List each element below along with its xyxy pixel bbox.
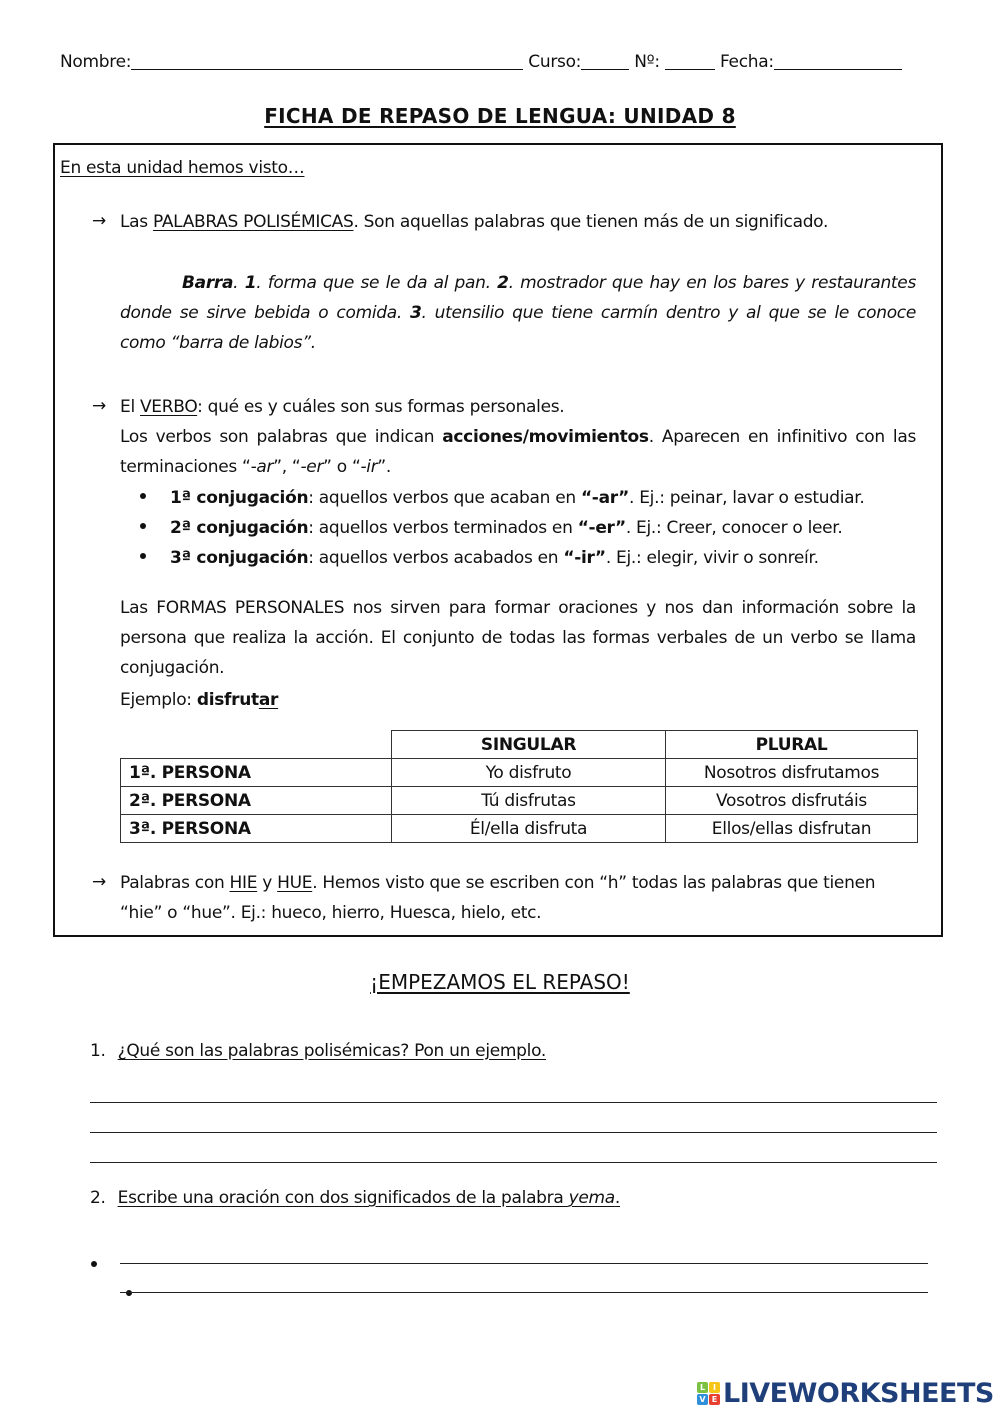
hie-hue-rest: . Hemos visto que se escriben con “h” todas las palabras que tienen “hie” o “hue”. Ej.: hueco, hierro, Huesca, hielo, etc. xyxy=(120,873,876,923)
logo-icon xyxy=(697,1382,720,1405)
conjugation-label: 2ª conjugación xyxy=(170,518,309,538)
table-cell: Él/ella disfruta xyxy=(392,815,666,843)
meaning-text: . utensilio que tiene carmín dentro y al que se le conoce como “barra de labios”. xyxy=(120,303,917,353)
table-cell: 1ª. PERSONA xyxy=(121,759,392,787)
answer-line[interactable] xyxy=(90,1102,937,1103)
verb-heading-rest: : qué es y cuáles son sus formas personales. xyxy=(197,397,565,417)
name-label: Nombre: xyxy=(60,52,132,72)
table-cell: Nosotros disfrutamos xyxy=(666,759,918,787)
conjugation-item xyxy=(140,518,843,538)
table-header-cell: SINGULAR xyxy=(392,731,666,759)
date-label: Fecha: xyxy=(720,52,774,72)
conjugation-table xyxy=(120,730,918,843)
conjugation-label: 1ª conjugación xyxy=(170,488,309,508)
verb-desc-bold: acciones/movimientos xyxy=(442,427,649,447)
answer-line[interactable] xyxy=(90,1132,937,1133)
polysemic-section xyxy=(120,207,916,237)
course-label: Curso: xyxy=(528,52,582,72)
name-field[interactable] xyxy=(131,53,523,70)
answer-line[interactable] xyxy=(120,1263,928,1264)
ending: -er xyxy=(300,457,324,477)
table-cell: 3ª. PERSONA xyxy=(121,815,392,843)
number-field[interactable] xyxy=(665,53,715,70)
conjugation-text: : aquellos verbos terminados en xyxy=(308,518,578,538)
liveworksheets-logo xyxy=(697,1378,994,1408)
conjugation-text: : aquellos verbos acabados en xyxy=(308,548,564,568)
table-cell: 2ª. PERSONA xyxy=(121,787,392,815)
page-title: FICHA DE REPASO DE LENGUA: UNIDAD 8 xyxy=(264,104,736,128)
verb-desc: . Aparecen en infinitivo con las terminaciones “ xyxy=(120,427,916,477)
table-row xyxy=(121,815,918,843)
exercises-title: ¡EMPEZAMOS EL REPASO! xyxy=(370,970,630,994)
hie-term: HIE xyxy=(229,873,258,893)
conjugation-item xyxy=(140,548,819,568)
hie-hue-prefix: Palabras con xyxy=(120,873,230,893)
question-1 xyxy=(90,1041,546,1061)
example-ending: ar xyxy=(258,690,279,710)
verb-term: VERBO xyxy=(139,397,198,417)
bullet-icon xyxy=(140,493,146,499)
logo-square: L xyxy=(697,1382,708,1393)
ending: -ir xyxy=(360,457,378,477)
sep: ”, “ xyxy=(273,457,301,477)
course-field[interactable] xyxy=(581,53,629,70)
conjugation-ending: “-er” xyxy=(577,518,626,538)
question-text: ¿Qué son las palabras polisémicas? Pon un ejemplo. xyxy=(117,1041,546,1061)
logo-text: LIVEWORKSHEETS xyxy=(723,1377,994,1409)
logo-square: E xyxy=(709,1394,720,1405)
logo-square: I xyxy=(709,1382,720,1393)
date-field[interactable] xyxy=(774,53,902,70)
table-row xyxy=(121,759,918,787)
table-header-cell: PLURAL xyxy=(666,731,918,759)
example-line xyxy=(120,690,278,710)
answer-line[interactable] xyxy=(120,1292,928,1293)
polysemic-definition: . Son aquellas palabras que tienen más de un significado. xyxy=(353,212,829,232)
personal-forms-text: Las FORMAS PERSONALES nos sirven para formar oraciones y nos dan información sobre la persona que realiza la acción. El conjunto de todas las formas verbales de un verbo se llama conjugación. xyxy=(120,598,916,678)
question-2 xyxy=(90,1188,620,1208)
ending: -ar xyxy=(250,457,274,477)
meaning-number: 3 xyxy=(410,303,422,323)
table-cell: Yo disfruto xyxy=(392,759,666,787)
sep: ”. xyxy=(377,457,392,477)
table-header-cell xyxy=(121,731,392,759)
arrow-icon: → xyxy=(92,396,107,416)
hie-hue-mid: y xyxy=(257,873,278,893)
conjugation-label: 3ª conjugación xyxy=(170,548,309,568)
conjugation-example: . Ej.: Creer, conocer o leer. xyxy=(625,518,843,538)
question-text: . xyxy=(614,1188,621,1208)
conjugation-example: . Ej.: peinar, lavar o estudiar. xyxy=(629,488,865,508)
bullet-icon xyxy=(140,553,146,559)
verb-heading xyxy=(120,397,564,417)
bullet-icon xyxy=(91,1261,97,1267)
polysemic-prefix: Las xyxy=(120,212,153,232)
arrow-icon: → xyxy=(92,211,107,231)
number-label: Nº: xyxy=(634,52,660,72)
bullet-icon xyxy=(140,523,146,529)
conjugation-item xyxy=(140,488,865,508)
question-word: yema xyxy=(568,1188,615,1208)
polysemic-term: PALABRAS POLISÉMICAS xyxy=(152,212,354,232)
hie-hue-section xyxy=(120,868,916,928)
verb-description xyxy=(120,422,916,482)
question-number: 2. xyxy=(90,1188,106,1208)
meaning-number: 2 xyxy=(497,273,509,293)
meaning-number: 1 xyxy=(244,273,257,293)
conjugation-text: : aquellos verbos que acaban en xyxy=(308,488,581,508)
conjugation-ending: “-ar” xyxy=(580,488,630,508)
answer-line[interactable] xyxy=(90,1162,937,1163)
polysemic-example: Barra. 1. forma que se le da al pan. 2. mostrador que hay en los bares y restaurantes donde se sirve bebida o comida. 3. utensilio que tiene carmín dentro y al que se le conoce como “barra de labios”. xyxy=(120,273,917,353)
meaning-text: . forma que se le da al pan. xyxy=(256,273,498,293)
question-text: Escribe una oración con dos significados de la palabra xyxy=(117,1188,569,1208)
example-word: Barra xyxy=(182,273,234,293)
student-info-row xyxy=(60,52,940,72)
table-header-row xyxy=(121,731,918,759)
table-cell: Ellos/ellas disfrutan xyxy=(666,815,918,843)
conjugation-example: . Ej.: elegir, vivir o sonreír. xyxy=(605,548,819,568)
question-number: 1. xyxy=(90,1041,106,1061)
example-stem: disfrut xyxy=(196,690,259,710)
meaning-text: . mostrador que hay en los bares y restaurantes donde se sirve bebida o comida. xyxy=(120,273,917,323)
sep: ” o “ xyxy=(323,457,361,477)
hue-term: HUE xyxy=(277,873,313,893)
example-label: Ejemplo: xyxy=(120,690,197,710)
arrow-icon: → xyxy=(92,872,107,892)
table-row xyxy=(121,787,918,815)
verb-prefix: El xyxy=(120,397,140,417)
table-cell: Vosotros disfrutáis xyxy=(666,787,918,815)
logo-square: V xyxy=(697,1394,708,1405)
summary-intro: En esta unidad hemos visto… xyxy=(60,158,305,178)
verb-desc: Los verbos son palabras que indican xyxy=(120,427,443,447)
conjugation-ending: “-ir” xyxy=(563,548,606,568)
table-cell: Tú disfrutas xyxy=(392,787,666,815)
